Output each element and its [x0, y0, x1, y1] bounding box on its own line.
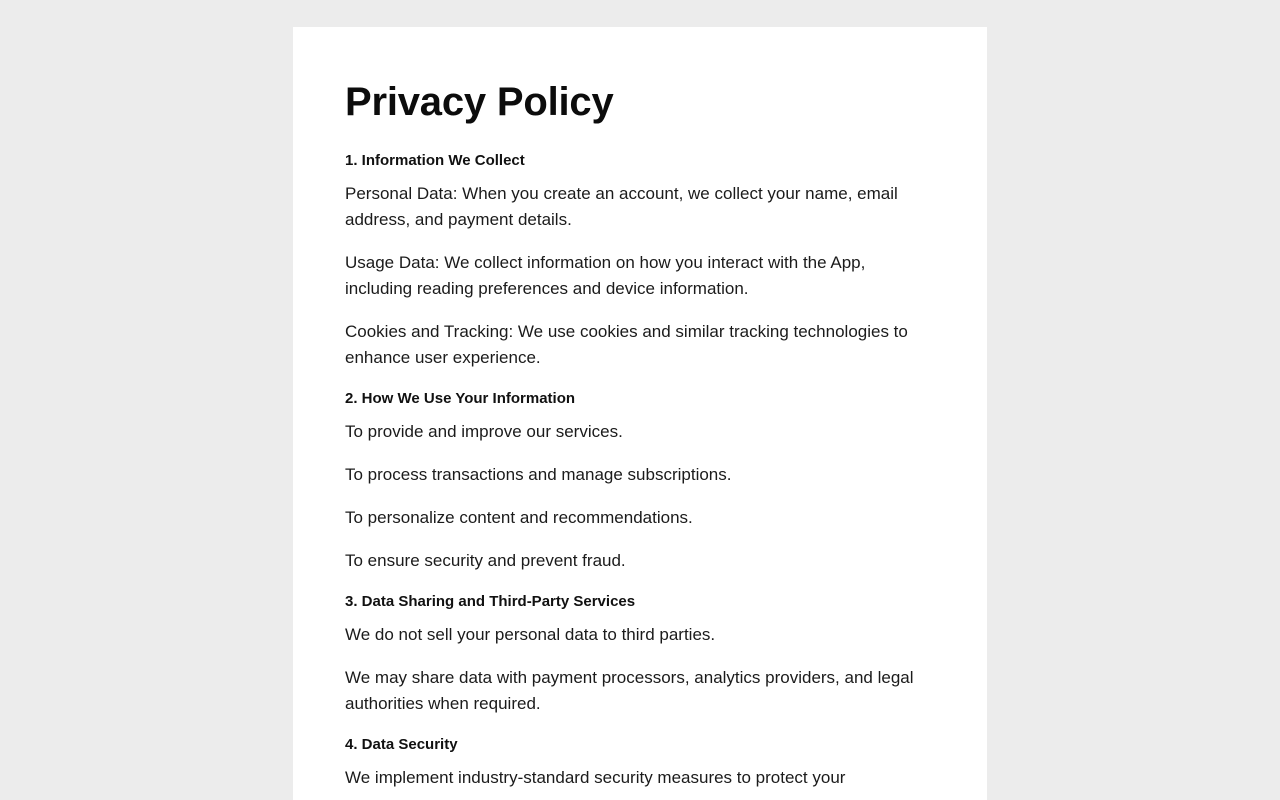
section-heading: 2. How We Use Your Information — [345, 390, 576, 407]
section-paragraph: Usage Data: We collect information on how you interact with the App, including reading preferences and device information. — [345, 253, 866, 298]
document-body — [345, 79, 925, 791]
document-section — [345, 151, 925, 371]
section-paragraph: To personalize content and recommendations. — [345, 508, 693, 527]
section-heading: 3. Data Sharing and Third-Party Services — [345, 593, 636, 610]
section-heading: 4. Data Security — [345, 736, 458, 753]
document-section — [345, 389, 925, 574]
document-section — [345, 592, 925, 717]
section-paragraph: Personal Data: When you create an account, we collect your name, email address, and payment details. — [345, 184, 898, 229]
section-paragraph: To provide and improve our services. — [345, 422, 623, 441]
section-paragraph: We implement industry-standard security measures to protect your — [345, 768, 846, 787]
document-page — [293, 27, 987, 800]
section-paragraph: To process transactions and manage subscriptions. — [345, 465, 732, 484]
section-heading: 1. Information We Collect — [345, 152, 525, 169]
section-paragraph: We do not sell your personal data to third parties. — [345, 625, 716, 644]
section-paragraph: We may share data with payment processors, analytics providers, and legal authorities when required. — [345, 668, 914, 713]
document-section — [345, 735, 925, 791]
page-title: Privacy Policy — [345, 80, 614, 124]
section-paragraph: To ensure security and prevent fraud. — [345, 551, 626, 570]
sections-container — [345, 151, 925, 791]
section-paragraph: Cookies and Tracking: We use cookies and similar tracking technologies to enhance user experience. — [345, 322, 908, 367]
